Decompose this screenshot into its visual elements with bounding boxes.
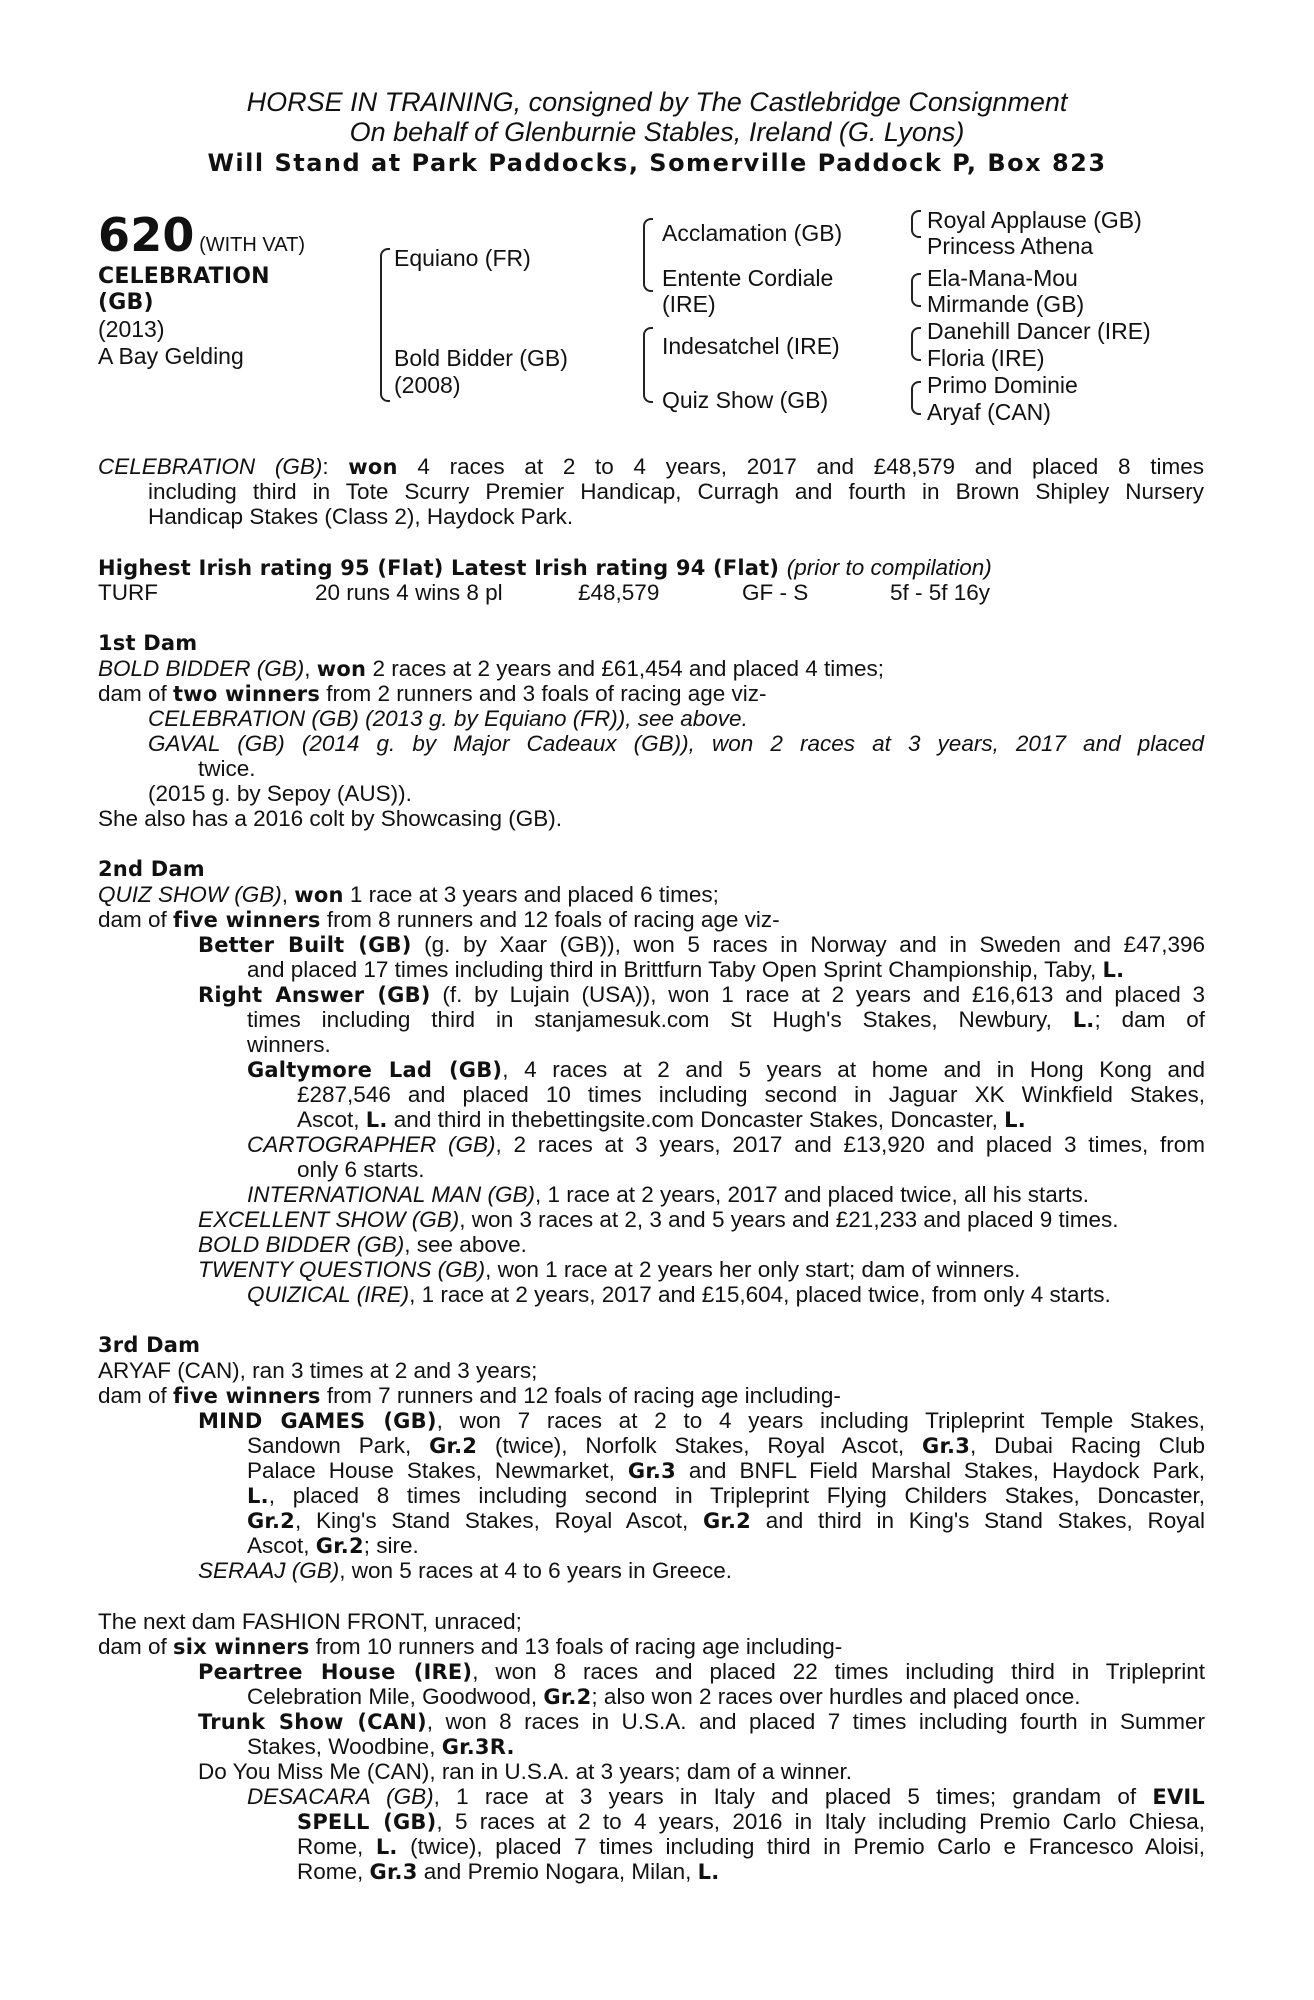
third-dam-line: L., placed 8 times including second in Tripleprint Flying Childers Stakes, Doncaster, (247, 1483, 1205, 1508)
vat-label: (WITH VAT) (199, 234, 305, 256)
second-dam-line: only 6 starts. (297, 1157, 425, 1182)
on-behalf-line: On behalf of Glenburnie Stables, Ireland (G. Lyons) (349, 117, 965, 147)
rating-line: Highest Irish rating 95 (Flat) Latest Irish rating 94 (Flat) (prior to compilation) (98, 555, 992, 580)
second-dam-line: dam of five winners from 8 runners and 12 foals of racing age viz- (98, 907, 780, 932)
sire-name: Equiano (FR) (394, 245, 531, 271)
turf-distance: 5f - 5f 16y (890, 580, 991, 605)
first-dam-line: GAVAL (GB) (2014 g. by Major Cadeaux (GB)), won 2 races at 3 years, 2017 and placed (148, 731, 1204, 756)
lot-number-block (98, 210, 305, 260)
sire-dam-suffix: (IRE) (662, 291, 716, 317)
second-dam-line: QUIZICAL (IRE), 1 race at 2 years, 2017 and £15,604, placed twice, from only 4 starts. (247, 1282, 1111, 1307)
first-dam-line: BOLD BIDDER (GB), won 2 races at 2 years and £61,454 and placed 4 times; (98, 656, 885, 681)
third-dam-line: dam of five winners from 7 runners and 12 foals of racing age including- (98, 1383, 841, 1408)
next-dam-line: Rome, L. (twice), placed 7 times including third in Premio Carlo e Francesco Aloisi, (297, 1834, 1205, 1859)
third-dam-heading: 3rd Dam (98, 1333, 201, 1357)
gen3-dsd: Floria (IRE) (927, 345, 1045, 371)
third-dam-line: ARYAF (CAN), ran 3 times at 2 and 3 years; (98, 1358, 538, 1383)
first-dam-line: (2015 g. by Sepoy (AUS)). (148, 781, 412, 806)
second-dam-line: QUIZ SHOW (GB), won 1 race at 3 years and placed 6 times; (98, 882, 719, 907)
next-dam-line: DESACARA (GB), 1 race at 3 years in Italy and placed 5 times; grandam of EVIL (247, 1784, 1205, 1809)
sire-dam-name: Entente Cordiale (662, 265, 834, 291)
second-dam-line: Galtymore Lad (GB), 4 races at 2 and 5 years at home and in Hong Kong and (247, 1057, 1205, 1082)
next-dam-line: Celebration Mile, Goodwood, Gr.2; also won 2 races over hurdles and placed once. (247, 1684, 1081, 1709)
gen3-sds: Ela-Mana-Mou (927, 265, 1078, 291)
sire-bracket (380, 248, 390, 322)
gen3-ddd: Aryaf (CAN) (927, 399, 1051, 425)
second-dam-line: times including third in stanjamesuk.com St Hugh's Stakes, Newbury, L.; dam of (247, 1007, 1206, 1032)
first-dam-line: She also has a 2016 colt by Showcasing (GB). (98, 806, 563, 831)
next-dam-line: Do You Miss Me (CAN), ran in U.S.A. at 3 years; dam of a winner. (198, 1759, 853, 1784)
gen3-bracket-1b (911, 223, 921, 238)
second-dam-heading: 2nd Dam (98, 857, 205, 881)
second-dam-line: EXCELLENT SHOW (GB), won 3 races at 2, 3 and 5 years and £21,233 and placed 9 times. (198, 1207, 1119, 1232)
next-dam-line: SPELL (GB), 5 races at 2 to 4 years, 2016 in Italy including Premio Carlo Chiesa, (297, 1809, 1205, 1834)
third-dam-line: MIND GAMES (GB), won 7 races at 2 to 4 years including Tripleprint Temple Stakes, (198, 1408, 1206, 1433)
summary-line: including third in Tote Scurry Premier Handicap, Curragh and fourth in Brown Shipley Nursery (148, 479, 1204, 504)
gen3-bracket-3b (911, 343, 921, 361)
second-dam-line: INTERNATIONAL MAN (GB), 1 race at 2 years, 2017 and placed twice, all his starts. (247, 1182, 1089, 1207)
second-dam-line: Better Built (GB) (g. by Xaar (GB)), won 5 races in Norway and in Sweden and £47,396 (198, 932, 1206, 957)
gen3-sss: Royal Applause (GB) (927, 207, 1142, 233)
third-dam-line: Gr.2, King's Stand Stakes, Royal Ascot, Gr.2 and third in King's Stand Stakes, Royal (247, 1508, 1205, 1533)
second-dam-line: BOLD BIDDER (GB), see above. (198, 1232, 527, 1257)
third-dam-line: Sandown Park, Gr.2 (twice), Norfolk Stakes, Royal Ascot, Gr.3, Dubai Racing Club (247, 1433, 1206, 1458)
summary-line: Handicap Stakes (Class 2), Haydock Park. (148, 504, 574, 529)
next-dam-line: Rome, Gr.3 and Premio Nogara, Milan, L. (297, 1859, 720, 1884)
dam-year: (2008) (394, 372, 461, 398)
sire-sire-name: Acclamation (GB) (662, 220, 843, 246)
first-dam-line: dam of two winners from 2 runners and 3 foals of racing age viz- (98, 681, 767, 706)
location-line: Will Stand at Park Paddocks, Somerville Paddock P, Box 823 (207, 149, 1107, 177)
gen3-dss: Danehill Dancer (IRE) (927, 318, 1151, 344)
lot-number: 620 (98, 208, 195, 262)
sire-line-bracket-bottom (643, 254, 653, 292)
dam-name: Bold Bidder (GB) (394, 345, 568, 371)
horse-suffix: (GB) (98, 290, 154, 315)
second-dam-line: Right Answer (GB) (f. by Lujain (USA)), won 1 race at 2 years and £16,613 and placed 3 (198, 982, 1205, 1007)
gen3-dds: Primo Dominie (927, 372, 1078, 398)
third-dam-line: SERAAJ (GB), won 5 races at 4 to 6 years in Greece. (198, 1558, 732, 1583)
gen3-bracket-2b (911, 289, 921, 307)
dam-sire-name: Indesatchel (IRE) (662, 333, 840, 359)
dam-bracket (380, 320, 390, 402)
gen3-sdd: Mirmande (GB) (927, 291, 1085, 317)
next-dam-line: Trunk Show (CAN), won 8 races in U.S.A. and placed 7 times including fourth in Summer (198, 1709, 1206, 1734)
third-dam-line: Palace House Stakes, Newmarket, Gr.3 and BNFL Field Marshal Stakes, Haydock Park, (247, 1458, 1205, 1483)
next-dam-line: Stakes, Woodbine, Gr.3R. (247, 1734, 515, 1759)
second-dam-line: £287,546 and placed 10 times including second in Jaguar XK Winkfield Stakes, (297, 1082, 1205, 1107)
turf-going: GF - S (742, 580, 809, 605)
consignor-line: HORSE IN TRAINING, consigned by The Castlebridge Consignment (246, 87, 1068, 117)
first-dam-heading: 1st Dam (98, 631, 198, 655)
dam-line-bracket-bottom (643, 364, 653, 403)
second-dam-line: and placed 17 times including third in Brittfurn Taby Open Sprint Championship, Taby, L. (247, 957, 1125, 982)
gen3-bracket-4b (911, 397, 921, 415)
horse-name: CELEBRATION (98, 264, 270, 289)
third-dam-line: Ascot, Gr.2; sire. (247, 1533, 419, 1558)
sire-line-bracket-top (643, 218, 653, 256)
next-dam-line: dam of six winners from 10 runners and 13 foals of racing age including- (98, 1634, 843, 1659)
summary-line: CELEBRATION (GB): won 4 races at 2 to 4 years, 2017 and £48,579 and placed 8 times (98, 454, 1204, 479)
second-dam-line: Ascot, L. and third in thebettingsite.com Doncaster Stakes, Doncaster, L. (297, 1107, 1026, 1132)
next-dam-line: Peartree House (IRE), won 8 races and placed 22 times including third in Tripleprint (198, 1659, 1205, 1684)
second-dam-line: winners. (247, 1032, 331, 1057)
turf-label: TURF (98, 580, 158, 605)
gen3-ssd: Princess Athena (927, 233, 1094, 259)
turf-runs: 20 runs 4 wins 8 pl (315, 580, 503, 605)
dam-line-bracket-top (643, 327, 653, 366)
turf-money: £48,579 (578, 580, 660, 605)
next-dam-line: The next dam FASHION FRONT, unraced; (98, 1609, 522, 1634)
dam-dam-name: Quiz Show (GB) (662, 387, 829, 413)
second-dam-line: CARTOGRAPHER (GB), 2 races at 3 years, 2017 and £13,920 and placed 3 times, from (247, 1132, 1206, 1157)
second-dam-line: TWENTY QUESTIONS (GB), won 1 race at 2 years her only start; dam of winners. (198, 1257, 1021, 1282)
first-dam-line: twice. (198, 756, 256, 781)
horse-description: A Bay Gelding (98, 343, 244, 369)
foaling-year: (2013) (98, 316, 165, 342)
first-dam-line: CELEBRATION (GB) (2013 g. by Equiano (FR)), see above. (148, 706, 748, 731)
